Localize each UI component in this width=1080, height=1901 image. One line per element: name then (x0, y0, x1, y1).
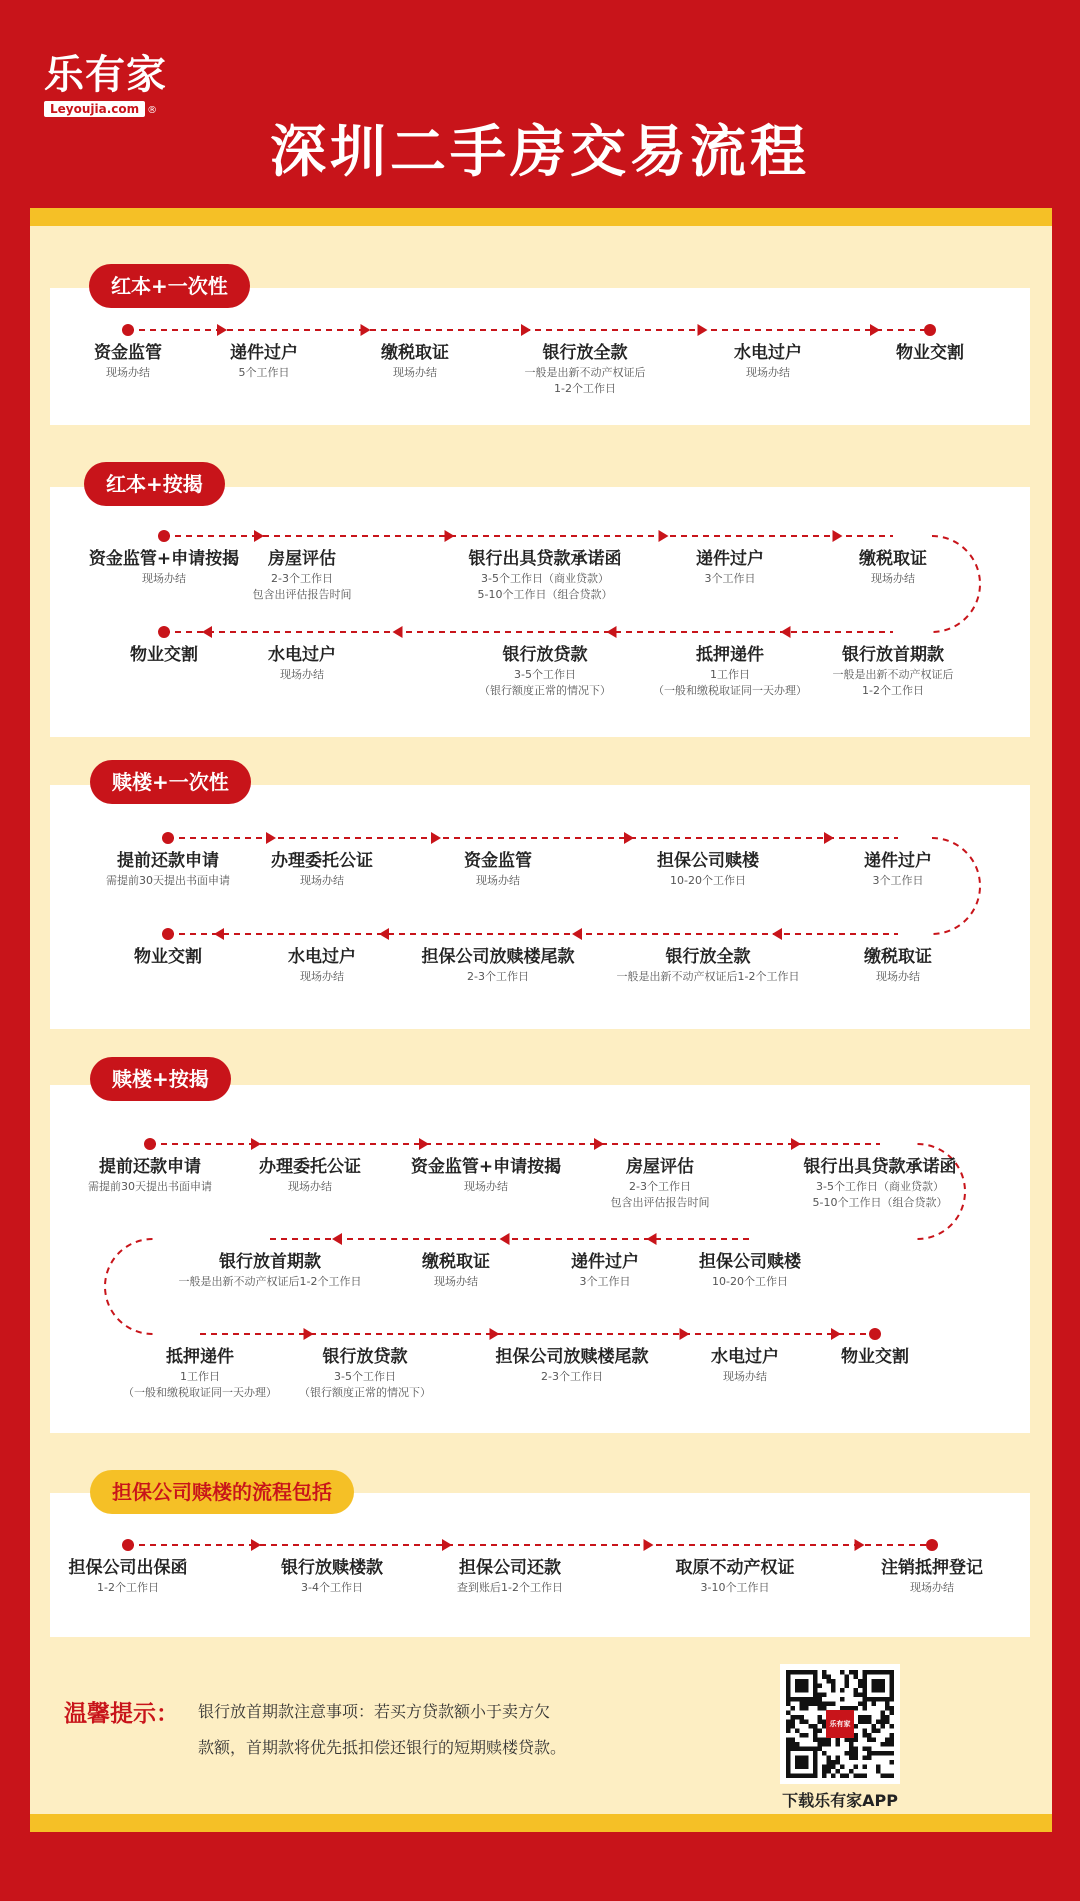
flow-step (841, 1345, 909, 1369)
flow-step (88, 1155, 212, 1195)
flow-step (134, 945, 202, 969)
step-name: 缴税取证 (864, 947, 932, 967)
step-note: 一般是出新不动产权证后 (524, 366, 646, 379)
registered-mark: ® (147, 105, 158, 116)
step-note: 3-4个工作日 (301, 1581, 363, 1594)
step-note: 现场办结 (300, 874, 344, 887)
step-note: 1-2个工作日 (554, 382, 616, 395)
qr-center-logo: 乐有家 (826, 1710, 854, 1738)
step-name: 抵押递件 (166, 1347, 234, 1367)
flow-step (864, 945, 932, 985)
step-note: 3-5个工作日 (334, 1370, 396, 1383)
step-note: 一般是出新不动产权证后1-2个工作日 (616, 970, 800, 983)
step-name: 银行放贷款 (502, 645, 588, 665)
flow-step (106, 849, 230, 889)
flow-step (496, 1345, 649, 1385)
step-name: 担保公司赎楼 (699, 1252, 801, 1272)
step-note: 需提前30天提出书面申请 (106, 874, 230, 887)
step-note: 现场办结 (876, 970, 920, 983)
step-note: （一般和缴税取证同一天办理） (653, 684, 807, 697)
step-note: 3个工作日 (704, 572, 756, 585)
flow-step (864, 849, 932, 889)
step-name: 办理委托公证 (271, 851, 373, 871)
qr-code[interactable] (780, 1664, 900, 1784)
step-note: 5-10个工作日（组合贷款） (477, 588, 613, 601)
section-label-3: 赎楼+一次性 (90, 760, 251, 804)
flow-step (469, 547, 622, 603)
tips-line-2: 款额，首期款将优先抵扣偿还银行的短期赎楼贷款。 (198, 1738, 567, 1757)
step-name: 担保公司还款 (459, 1558, 561, 1578)
flow-step (611, 1155, 710, 1211)
flow-step (268, 643, 336, 683)
step-name: 银行放首期款 (842, 645, 944, 665)
step-name: 缴税取证 (859, 549, 927, 569)
step-note: （银行额度正常的情况下） (299, 1386, 431, 1399)
step-name: 银行放首期款 (219, 1252, 321, 1272)
page-title: 深圳二手房交易流程 (270, 120, 810, 185)
step-name: 水电过户 (288, 947, 356, 967)
flow-step (179, 1250, 362, 1290)
flow-step (422, 945, 575, 985)
flow-step (457, 1556, 563, 1596)
flow-step (711, 1345, 779, 1385)
step-name: 银行放全款 (665, 947, 751, 967)
step-name: 缴税取证 (381, 343, 449, 363)
step-name: 银行出具贷款承诺函 (803, 1157, 957, 1177)
step-note: 10-20个工作日 (670, 874, 746, 887)
step-note: 包含出评估报告时间 (610, 1196, 710, 1209)
step-note: 1-2个工作日 (862, 684, 924, 697)
step-name: 银行出具贷款承诺函 (468, 549, 622, 569)
flow-step (859, 547, 927, 587)
step-name: 担保公司出保函 (68, 1558, 188, 1578)
step-name: 资金监管 (94, 343, 162, 363)
step-name: 房屋评估 (626, 1157, 694, 1177)
step-name: 资金监管 (464, 851, 532, 871)
flow-step (411, 1155, 561, 1195)
step-note: 2-3个工作日 (271, 572, 333, 585)
flow-step (259, 1155, 361, 1195)
section-label-1: 红本+一次性 (89, 264, 250, 308)
step-note: （银行额度正常的情况下） (479, 684, 611, 697)
step-note: 一般是出新不动产权证后1-2个工作日 (178, 1275, 362, 1288)
flow-step (833, 643, 954, 699)
flow-step (653, 643, 807, 699)
flow-step (281, 1556, 383, 1596)
flow-step (804, 1155, 957, 1211)
step-name: 抵押递件 (696, 645, 764, 665)
step-note: 现场办结 (723, 1370, 767, 1383)
step-note: 2-3个工作日 (467, 970, 529, 983)
step-name: 物业交割 (896, 343, 964, 363)
step-name: 物业交割 (134, 947, 202, 967)
flow-step (230, 341, 298, 381)
card-section-2 (50, 487, 1030, 737)
step-note: 现场办结 (142, 572, 186, 585)
step-name: 递件过户 (571, 1252, 639, 1272)
step-note: 需提前30天提出书面申请 (88, 1180, 212, 1193)
step-name: 物业交割 (130, 645, 198, 665)
step-note: 包含出评估报告时间 (252, 588, 352, 601)
tips-label: 温馨提示： (64, 1701, 179, 1727)
step-name: 水电过户 (734, 343, 802, 363)
step-note: 现场办结 (910, 1581, 954, 1594)
step-note: 现场办结 (300, 970, 344, 983)
flow-step (299, 1345, 431, 1401)
step-name: 银行放赎楼款 (281, 1558, 383, 1578)
step-note: 10-20个工作日 (712, 1275, 788, 1288)
flow-step (657, 849, 759, 889)
flow-step (94, 341, 162, 381)
flow-step (696, 547, 764, 587)
flow-step (69, 1556, 188, 1596)
section-label-4: 赎楼+按揭 (90, 1057, 231, 1101)
step-note: 3个工作日 (579, 1275, 631, 1288)
card-section-3 (50, 785, 1030, 1029)
step-note: 2-3个工作日 (541, 1370, 603, 1383)
flow-step (881, 1556, 983, 1596)
step-note: 现场办结 (746, 366, 790, 379)
flow-step (617, 945, 800, 985)
qr-caption: 下载乐有家APP (782, 1791, 898, 1810)
step-note: 现场办结 (393, 366, 437, 379)
step-name: 物业交割 (841, 1347, 909, 1367)
step-name: 提前还款申请 (117, 851, 219, 871)
step-name: 办理委托公证 (259, 1157, 361, 1177)
step-note: 现场办结 (464, 1180, 508, 1193)
step-note: 3个工作日 (872, 874, 924, 887)
step-name: 注销抵押登记 (881, 1558, 983, 1578)
step-name: 担保公司放赎楼尾款 (495, 1347, 649, 1367)
brand-name: 乐有家 (44, 52, 167, 98)
step-note: 3-5个工作日（商业贷款） (481, 572, 609, 585)
flow-step (288, 945, 356, 985)
step-name: 房屋评估 (268, 549, 336, 569)
flow-step (676, 1556, 795, 1596)
step-note: 3-10个工作日 (700, 1581, 770, 1594)
step-note: 1工作日 (180, 1370, 220, 1383)
step-note: 现场办结 (476, 874, 520, 887)
step-note: 1-2个工作日 (97, 1581, 159, 1594)
brand-domain: Leyoujia.com (50, 102, 140, 116)
step-name: 担保公司放赎楼尾款 (421, 947, 575, 967)
flow-step (89, 547, 239, 587)
step-note: 一般是出新不动产权证后 (832, 668, 954, 681)
step-name: 递件过户 (864, 851, 932, 871)
tips-text (198, 1694, 618, 1766)
step-name: 缴税取证 (422, 1252, 490, 1272)
flow-step (699, 1250, 801, 1290)
flow-step (253, 547, 352, 603)
step-name: 递件过户 (230, 343, 298, 363)
step-note: （一般和缴税取证同一天办理） (123, 1386, 277, 1399)
flow-step (479, 643, 611, 699)
section-label-5: 担保公司赎楼的流程包括 (90, 1470, 354, 1514)
flow-step (571, 1250, 639, 1290)
step-name: 取原不动产权证 (675, 1558, 795, 1578)
flow-step (422, 1250, 490, 1290)
flow-step (123, 1345, 277, 1401)
step-note: 现场办结 (434, 1275, 478, 1288)
step-name: 担保公司赎楼 (657, 851, 759, 871)
step-name: 银行放贷款 (322, 1347, 408, 1367)
step-note: 现场办结 (106, 366, 150, 379)
section-label-2: 红本+按揭 (84, 462, 225, 506)
tips-line-1: 银行放首期款注意事项：若买方贷款额小于卖方欠 (198, 1702, 551, 1721)
step-name: 资金监管+申请按揭 (88, 549, 240, 569)
step-name: 水电过户 (711, 1347, 779, 1367)
flow-step (896, 341, 964, 365)
step-name: 银行放全款 (542, 343, 628, 363)
flow-step (525, 341, 646, 397)
step-note: 现场办结 (288, 1180, 332, 1193)
flow-step (130, 643, 198, 667)
step-note: 3-5个工作日 (514, 668, 576, 681)
step-name: 提前还款申请 (99, 1157, 201, 1177)
step-note: 3-5个工作日（商业贷款） (816, 1180, 944, 1193)
step-note: 5-10个工作日（组合贷款） (812, 1196, 948, 1209)
step-note: 1工作日 (710, 668, 750, 681)
step-name: 资金监管+申请按揭 (410, 1157, 562, 1177)
step-note: 2-3个工作日 (629, 1180, 691, 1193)
flow-step (734, 341, 802, 381)
step-note: 现场办结 (871, 572, 915, 585)
flow-step (381, 341, 449, 381)
step-note: 查到账后1-2个工作日 (457, 1581, 563, 1594)
flow-step (464, 849, 532, 889)
step-name: 水电过户 (268, 645, 336, 665)
step-name: 递件过户 (696, 549, 764, 569)
flow-step (271, 849, 373, 889)
step-note: 现场办结 (280, 668, 324, 681)
step-note: 5个工作日 (238, 366, 290, 379)
